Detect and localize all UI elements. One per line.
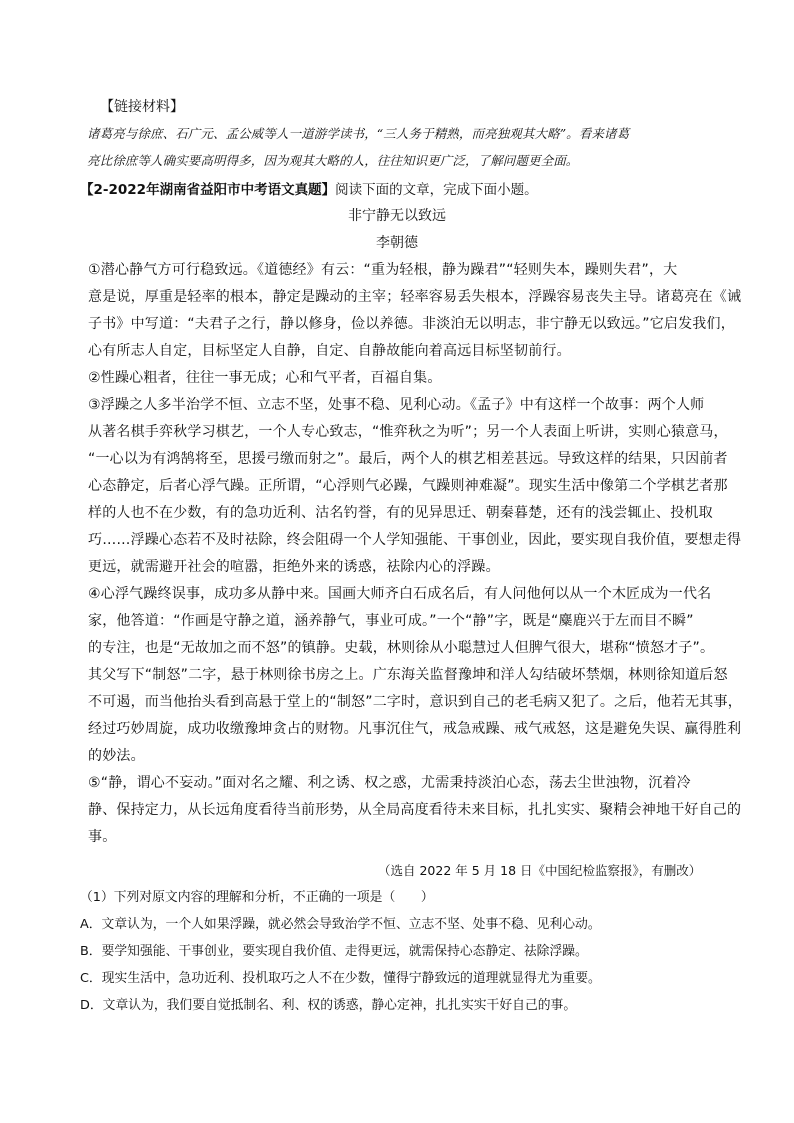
article-line-16: 其父写下“制怒”二字，悬于林则徐书房之上。广东海关监督豫坤和洋人勾结破坏禁烟，林则徐知道后怒 [88,667,728,683]
link-material-line-1: 诸葛亮与徐庶、石广元、孟公威等人一道游学读书，“三人务于精熟，而亮独观其大略”。看来诸葛 [87,126,630,141]
article-source: （选自 2022 年 5 月 18 日《中国纪检监察报》，有删改） [378,863,702,878]
article-line-10: 样的人也不在少数，有的急功近利、沽名钓誉，有的见异思迁、朝秦暮楚，还有的浅尝辄止、投机取 [88,505,713,521]
article-line-21: 静、保持定力，从长远角度看待当前形势，从全局高度看待未来目标，扎扎实实、聚精会神地干好自己的 [88,802,742,818]
question-instruction: 阅读下面的文章，完成下面小题。 [335,182,538,198]
article-author: 李朝德 [376,235,418,251]
article-line-6: ③浮躁之人多半治学不恒、立志不坚，处事不稳、见利心动。《孟子》中有这样一个故事：两个人师 [88,397,705,413]
article-line-15: 的专注，也是“无故加之而不怒”的镇静。史载，林则徐从小聪慧过人但脾气很大，堪称“愤怒才子”。 [88,640,715,656]
article-line-22: 事。 [88,829,117,845]
question-stem: （1）下列对原文内容的理解和分析，不正确的一项是（ ） [80,890,434,905]
article-line-3: 子书》中写道：“夫君子之行，静以修身，俭以养德。非淡泊无以明志，非宁静无以致远。”它启发我们， [88,316,735,332]
article-line-20: ⑤“静，谓心不妄动。”面对名之耀、利之诱、权之惑，尤需秉持淡泊心态，荡去尘世浊物，沉着冷 [88,775,691,791]
article-title: 非宁静无以致远 [348,208,446,224]
option-d: D．文章认为，我们要自觉抵制名、利、权的诱惑，静心定神，扎扎实实干好自己的事。 [80,998,577,1013]
article-line-18: 经过巧妙周旋，成功收缴豫坤贪占的财物。凡事沉住气，戒急戒躁、戒气戒怒，这是避免失误、赢得胜利 [88,721,742,737]
article-line-11: 巧……浮躁心态若不及时祛除，终会阻碍一个人学知强能、干事创业，因此，要实现自我价值，要想走得 [88,532,742,548]
article-line-5: ②性躁心粗者，往往一事无成；心和气平者，百福自集。 [88,370,442,386]
article-line-19: 的妙法。 [88,748,145,764]
article-line-7: 从著名棋手弈秋学习棋艺，一个人专心致志，“惟弈秋之为听”；另一个人表面上听讲，实则心猿意马， [88,424,728,440]
question-header [80,178,538,198]
option-c: C．现实生活中，急功近利、投机取巧之人不在少数，懂得宁静致远的道理就显得尤为重要。 [80,971,601,986]
link-material-line-2: 亮比徐庶等人确实要高明得多，因为观其大略的人，往往知识更广泛，了解问题更全面。 [87,153,579,168]
option-b: B．要学知强能、干事创业，要实现自我价值、走得更远，就需保持心态静定、祛除浮躁。 [80,944,588,959]
question-source-tag: 【2-2022年湖南省益阳市中考语文真题】 [80,182,336,198]
article-line-14: 家，他答道：“作画是守静之道，涵养静气，事业可成。”一个“静”字，既是“麋鹿兴于左而目不瞬” [88,613,694,629]
article-line-1: ①潜心静气方可行稳致远。《道德经》有云：“重为轻根，静为躁君”“轻则失本，躁则失君”，大 [88,262,678,278]
article-line-9: 心态静定，后者心浮气躁。正所谓，“心浮则气必躁，气躁则神难凝”。现实生活中像第二个学棋艺者那 [88,478,728,494]
article-line-8: “一心以为有鸿鹄将至，思援弓缴而射之”。最后，两个人的棋艺相差甚远。导致这样的结果，只因前者 [88,451,728,467]
link-material-title: 【链接材料】 [100,99,184,115]
article-line-13: ④心浮气躁终误事，成功多从静中来。国画大师齐白石成名后，有人问他何以从一个木匠成为一代名 [88,586,712,602]
article-line-12: 更远，就需避开社会的喧嚣，拒绝外来的诱惑，祛除内心的浮躁。 [88,559,500,575]
article-line-17: 不可遏，而当他抬头看到高悬于堂上的“制怒”二字时，意识到自己的老毛病又犯了。之后，他若无其事， [88,694,742,710]
option-a: A．文章认为，一个人如果浮躁，就必然会导致治学不恒、立志不坚、处事不稳、见利心动。 [80,917,601,932]
article-line-2: 意是说，厚重是轻率的根本，静定是躁动的主宰；轻率容易丢失根本，浮躁容易丧失主导。诸葛亮在《诫 [88,289,742,305]
article-line-4: 心有所志人自定，目标坚定人自静，自定、自静故能向着高远目标坚韧前行。 [88,343,571,359]
